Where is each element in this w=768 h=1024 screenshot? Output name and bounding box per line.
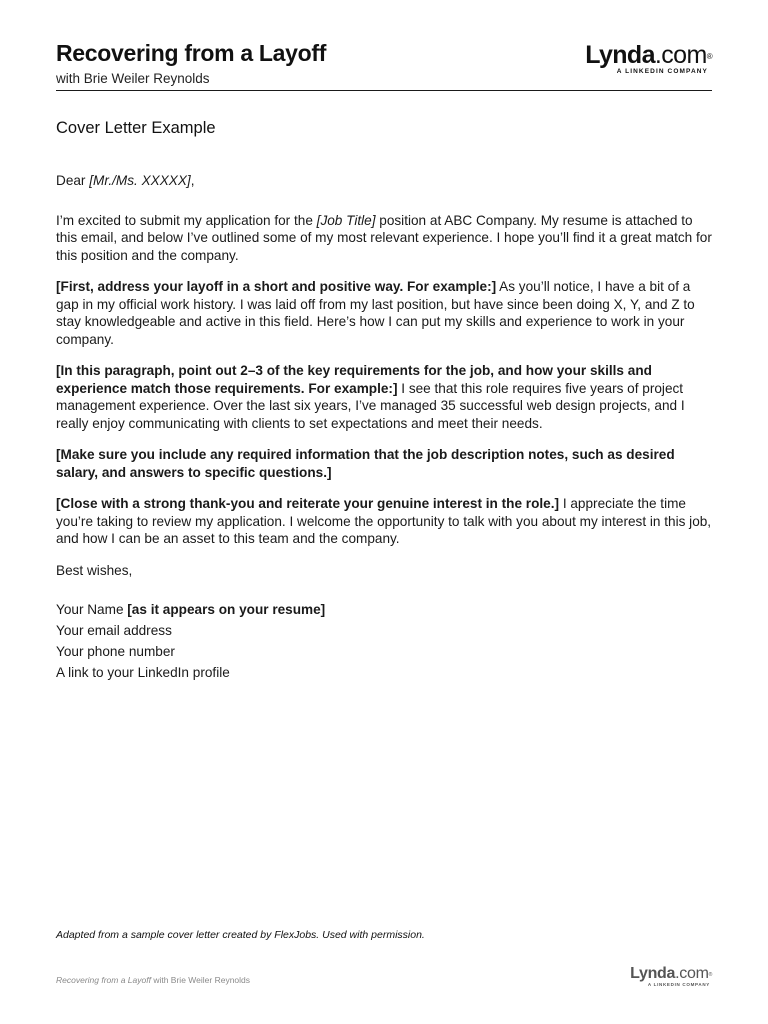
logo-dotcom: .com <box>654 41 707 69</box>
footer-logo-wordmark <box>630 966 712 982</box>
attribution-note: Adapted from a sample cover letter created by FlexJobs. Used with permission. <box>56 929 425 941</box>
intro-text-start: I’m excited to submit my application for the <box>56 212 317 228</box>
required-info-paragraph <box>56 446 716 481</box>
layoff-paragraph <box>56 278 716 348</box>
salutation-prefix: Dear <box>56 173 90 188</box>
signature-name-line <box>56 599 716 620</box>
footer-logo-name: Lynda <box>630 965 676 982</box>
required-info-instruction: [Make sure you include any required information that the job description notes, such as desired salary, and answers to specific questions.] <box>56 447 675 480</box>
footer-logo-dotcom: .com <box>675 965 709 982</box>
signature-phone: Your phone number <box>56 644 175 659</box>
logo-registered-mark: ® <box>706 52 712 61</box>
course-author: with Brie Weiler Reynolds <box>56 71 210 86</box>
closing-instruction: [Close with a strong thank-you and reiterate your genuine interest in the role.] <box>56 496 560 511</box>
layoff-instruction: [First, address your layoff in a short and positive way. For example:] <box>56 279 497 294</box>
salutation <box>56 172 716 190</box>
course-title: Recovering from a Layoff <box>56 40 327 66</box>
logo-tagline: A LINKEDIN COMPANY <box>616 68 708 75</box>
logo-wordmark <box>572 42 712 68</box>
signature-linkedin: A link to your LinkedIn profile <box>56 665 230 680</box>
footer-logo-registered-mark: ® <box>708 972 712 978</box>
intro-text-end: position at ABC Company. My resume is attached to this email, and below I’ve outlined some of my most relevant experience. I hope you’ll find it a great match for this position and the company. <box>56 212 712 263</box>
logo-name: Lynda <box>585 41 655 69</box>
signature-name-note: [as it appears on your resume] <box>127 602 326 617</box>
requirements-paragraph <box>56 362 716 432</box>
signature-email: Your email address <box>56 623 172 638</box>
footer-lynda-logo <box>630 966 712 987</box>
footer-course: Recovering from a Layoff <box>56 975 151 985</box>
job-title-placeholder: [Job Title] <box>316 212 376 228</box>
signature-block <box>56 599 716 683</box>
closing-paragraph <box>56 495 716 548</box>
requirements-text: I see that this role requires five years of project management experience. Over the last six years, I’ve managed 35 successful web design projects, and I really enjoy communicating with clients to set expectations and meet their needs. <box>56 380 685 431</box>
salutation-suffix: , <box>190 173 195 188</box>
intro-paragraph <box>56 212 716 265</box>
document-title: Cover Letter Example <box>56 119 216 137</box>
requirements-instruction: [In this paragraph, point out 2–3 of the key requirements for the job, and how your skills and experience match those requirements. For example:] <box>56 363 652 396</box>
page-header <box>56 40 712 91</box>
footer-author: with Brie Weiler Reynolds <box>150 975 251 985</box>
page-footer-text <box>56 975 250 985</box>
layoff-text: As you’ll notice, I have a bit of a gap in my official work history. I was laid off from my last position, but have since been doing X, Y, and Z to stay knowledgeable and active in this field. Here’s how I can put my skills and experience to work in your company. <box>56 279 695 347</box>
letter-body <box>56 172 716 683</box>
footer-logo-tagline: A LINKEDIN COMPANY <box>647 982 710 987</box>
lynda-logo <box>572 42 712 75</box>
signature-name: Your Name <box>56 602 128 617</box>
closing-text: I appreciate the time you’re taking to review my application. I welcome the opportunity to talk with you about my interest in this job, and how I can be an asset to this team and the company. <box>56 496 712 546</box>
sign-off: Best wishes, <box>56 562 133 578</box>
salutation-placeholder: [Mr./Ms. XXXXX] <box>89 173 191 188</box>
